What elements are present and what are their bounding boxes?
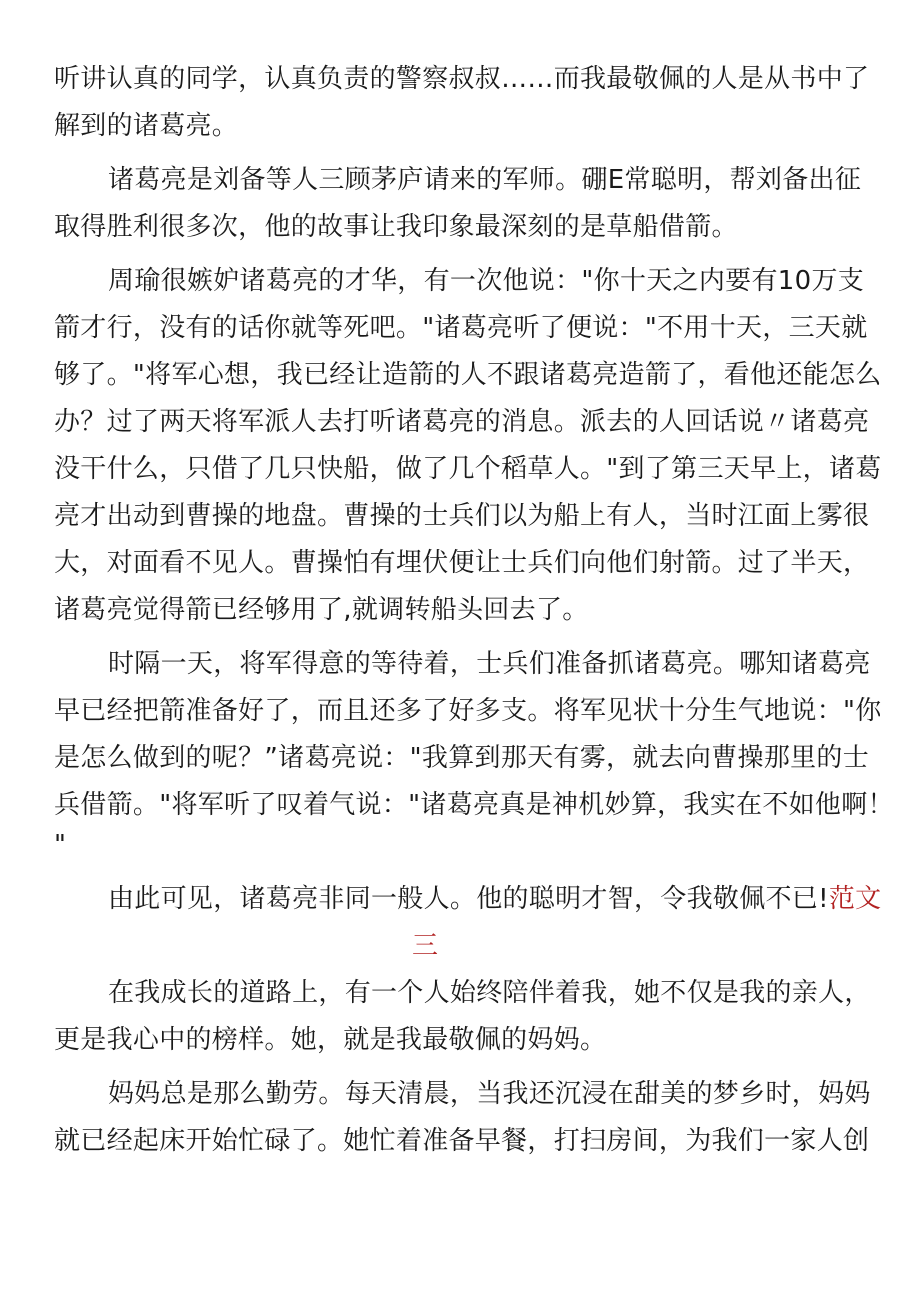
text-line: 解到的诸葛亮。 — [54, 111, 239, 141]
text-line: 周瑜很嫉妒诸葛亮的才华，有一次他说："你十天之内要有10万支 — [108, 266, 865, 296]
text-line: 早已经把箭准备好了，而且还多了好多支。将军见状十分生气地说："你 — [54, 696, 882, 726]
text-line: 妈妈总是那么勤劳。每天清晨，当我还沉浸在甜美的梦乡时，妈妈 — [108, 1079, 871, 1109]
section-heading-number: 三 — [412, 931, 439, 961]
text-line: 取得胜利很多次，他的故事让我印象最深刻的是草船借箭。 — [54, 212, 738, 242]
text-line: 大，对面看不见人。曹操怕有埋伏便让士兵们向他们射箭。过了半天， — [54, 548, 870, 578]
section-heading: 范文 — [828, 884, 882, 914]
text-line: 兵借箭。"将军听了叹着气说："诸葛亮真是神机妙算，我实在不如他啊！ — [54, 790, 894, 820]
text-line-content: 由此可见，诸葛亮非同一般人。他的聪明才智，令我敬佩不已! — [108, 884, 829, 914]
text-line: 没干什么，只借了几只快船，做了几个稻草人。"到了第三天早上，诸葛 — [54, 454, 882, 484]
text-line: 诸葛亮觉得箭已经够用了,就调转船头回去了。 — [54, 595, 589, 625]
text-line: 听讲认真的同学，认真负责的警察叔叔……而我最敬佩的人是从书中了 — [54, 64, 870, 94]
text-line: 更是我心中的榜样。她，就是我最敬佩的妈妈。 — [54, 1025, 607, 1055]
text-line: 在我成长的道路上，有一个人始终陪伴着我，她不仅是我的亲人， — [108, 978, 871, 1008]
text-line: 诸葛亮是刘备等人三顾茅庐请来的军师。硼E常聪明，帮刘备出征 — [108, 165, 862, 195]
text-line: 箭才行，没有的话你就等死吧。"诸葛亮听了便说："不用十天，三天就 — [54, 313, 868, 343]
text-line: 时隔一天，将军得意的等待着，士兵们准备抓诸葛亮。哪知诸葛亮 — [108, 649, 871, 679]
text-line: 就已经起床开始忙碌了。她忙着准备早餐，打扫房间，为我们一家人创 — [54, 1126, 870, 1156]
text-line: 够了。"将军心想，我已经让造箭的人不跟诸葛亮造箭了，看他还能怎么 — [54, 360, 882, 390]
text-line: 是怎么做到的呢？”诸葛亮说："我算到那天有雾，就去向曹操那里的士 — [54, 743, 870, 773]
text-line: 亮才出动到曹操的地盘。曹操的士兵们以为船上有人，当时江面上雾很 — [54, 501, 870, 531]
text-line — [108, 876, 920, 922]
text-line: 办？过了两天将军派人去打听诸葛亮的消息。派去的人回话说〃诸葛亮 — [54, 407, 870, 437]
text-line: " — [54, 830, 67, 860]
